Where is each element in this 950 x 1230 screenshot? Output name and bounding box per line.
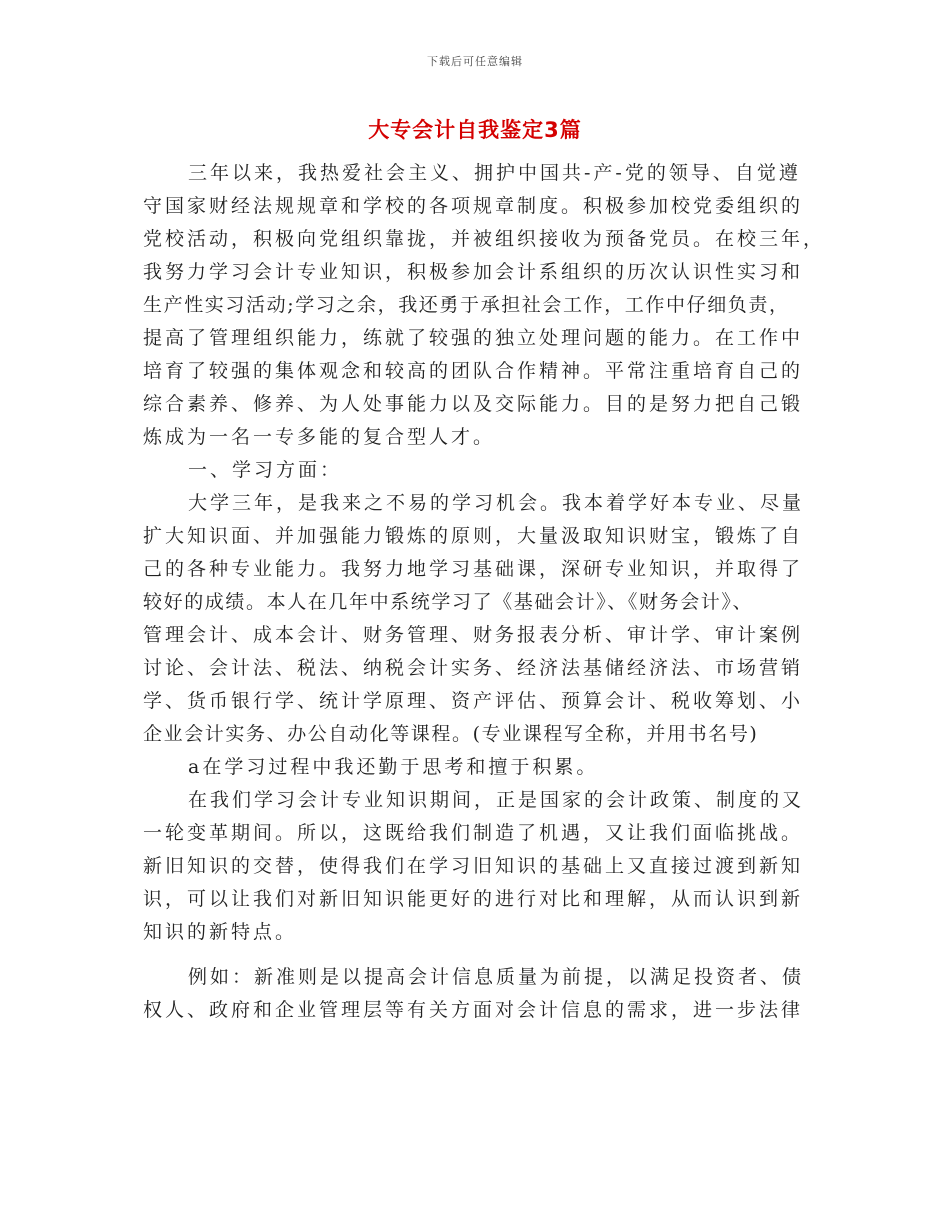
- paragraph-line: 综合素养、修养、为人处事能力以及交际能力。目的是努力把自己锻: [143, 393, 804, 415]
- paragraph-line: 企业会计实务、办公自动化等课程。(专业课程写全称，并用书名号): [143, 723, 759, 745]
- document-title: 大专会计自我鉴定3篇: [368, 118, 582, 142]
- paragraph-line: 一轮变革期间。所以，这既给我们制造了机遇，又让我们面临挑战。: [143, 822, 804, 844]
- paragraph-line: 大学三年，是我来之不易的学习机会。我本着学好本专业、尽量: [188, 492, 805, 514]
- paragraph-gap: [143, 949, 823, 961]
- paragraph-line: 三年以来，我热爱社会主义、拥护中国共-产-党的领导、自觉遵: [188, 162, 801, 184]
- paragraph-line: 讨论、会计法、税法、纳税会计实务、经济法基储经济法、市场营销: [143, 657, 804, 679]
- paragraph-line: 扩大知识面、并加强能力锻炼的原则，大量汲取知识财宝，锻炼了自: [143, 525, 804, 547]
- section-heading: 一、学习方面：: [188, 459, 343, 481]
- paragraph-line: 识，可以让我们对新旧知识能更好的进行对比和理解，从而认识到新: [143, 888, 804, 910]
- paragraph-line: 培育了较强的集体观念和较高的团队合作精神。平常注重培育自己的: [143, 360, 804, 382]
- paragraph-line: 管理会计、成本会计、财务管理、财务报表分析、审计学、审计案例: [143, 624, 804, 646]
- paragraph-line: 新旧知识的交替，使得我们在学习旧知识的基础上又直接过渡到新知: [143, 855, 804, 877]
- page-header-note: 下载后可任意编辑: [427, 55, 523, 68]
- paragraph-line: 生产性实习活动;学习之余，我还勇于承担社会工作，工作中仔细负责，: [143, 294, 790, 316]
- paragraph-line: 知识的新特点。: [143, 921, 298, 943]
- paragraph-line: 较好的成绩。本人在几年中系统学习了《基础会计》、《财务会计》、: [143, 591, 754, 613]
- paragraph-line: 在我们学习会计专业知识期间，正是国家的会计政策、制度的又: [188, 789, 805, 811]
- paragraph-line: 例如：新准则是以提高会计信息质量为前提，以满足投资者、债: [188, 966, 805, 988]
- paragraph-line: 提高了管理组织能力，练就了较强的独立处理问题的能力。在工作中: [143, 327, 804, 349]
- paragraph-line: 权人、政府和企业管理层等有关方面对会计信息的需求，进一步法律: [143, 999, 804, 1021]
- paragraph-line: 学、货币银行学、统计学原理、资产评估、预算会计、税收筹划、小: [143, 690, 804, 712]
- paragraph-line: a在学习过程中我还勤于思考和擅于积累。: [188, 756, 599, 778]
- paragraph-line: 党校活动，积极向党组织靠拢，并被组织接收为预备党员。在校三年，: [143, 228, 826, 250]
- document-body: [143, 157, 826, 1027]
- paragraph-line: 炼成为一名一专多能的复合型人才。: [143, 426, 496, 448]
- paragraph-line: 我努力学习会计专业知识，积极参加会计系组织的历次认识性实习和: [143, 261, 804, 283]
- paragraph-line: 守国家财经法规规章和学校的各项规章制度。积极参加校党委组织的: [143, 195, 804, 217]
- paragraph-line: 己的各种专业能力。我努力地学习基础课，深研专业知识，并取得了: [143, 558, 804, 580]
